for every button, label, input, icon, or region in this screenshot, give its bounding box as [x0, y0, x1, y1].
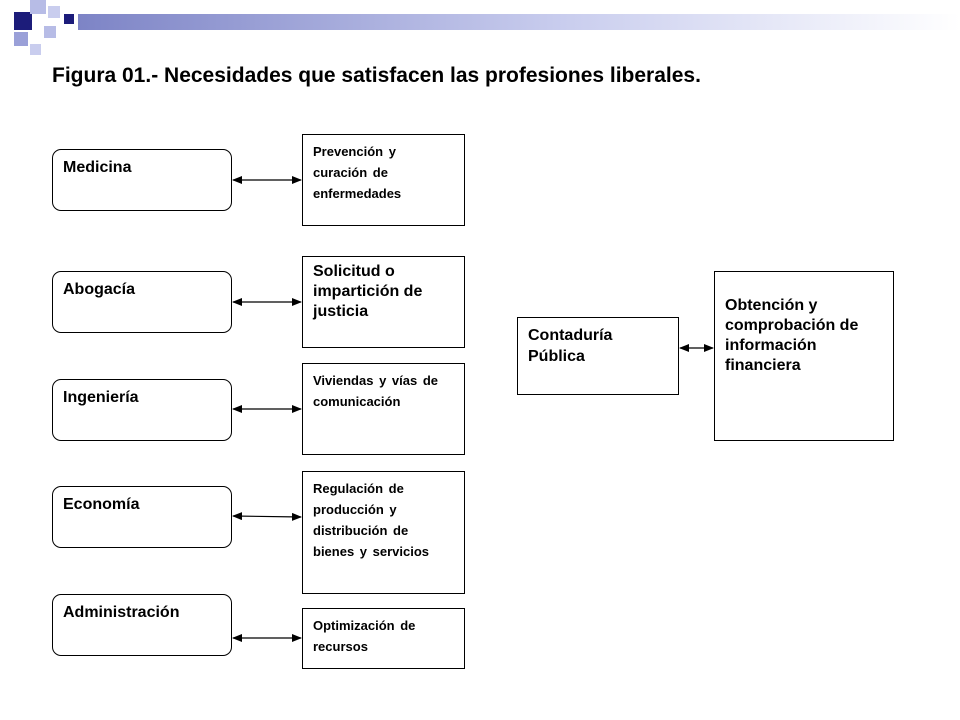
need-label: Regulación de producción y distribución de bienes y servicios	[313, 481, 430, 559]
profession-label: Economía	[63, 496, 140, 513]
profession-label: Administración	[63, 604, 180, 621]
need-label: Obtención y comprobación de información financiera	[725, 297, 859, 374]
need-label: Optimización de recursos	[313, 618, 416, 654]
arrow-economia	[233, 516, 301, 517]
profession-label: Medicina	[63, 159, 132, 176]
figure-title: Figura 01.- Necesidades que satisfacen las profesiones liberales.	[52, 64, 701, 87]
profession-label: Abogacía	[63, 281, 136, 298]
need-label: Solicitud o impartición de justicia	[313, 263, 423, 320]
need-label: Viviendas y vías de comunicación	[313, 373, 438, 409]
profession-label: Ingeniería	[63, 389, 139, 406]
profession-label: Contaduría Pública	[528, 327, 613, 365]
need-label: Prevención y curación de enfermedades	[313, 144, 402, 201]
